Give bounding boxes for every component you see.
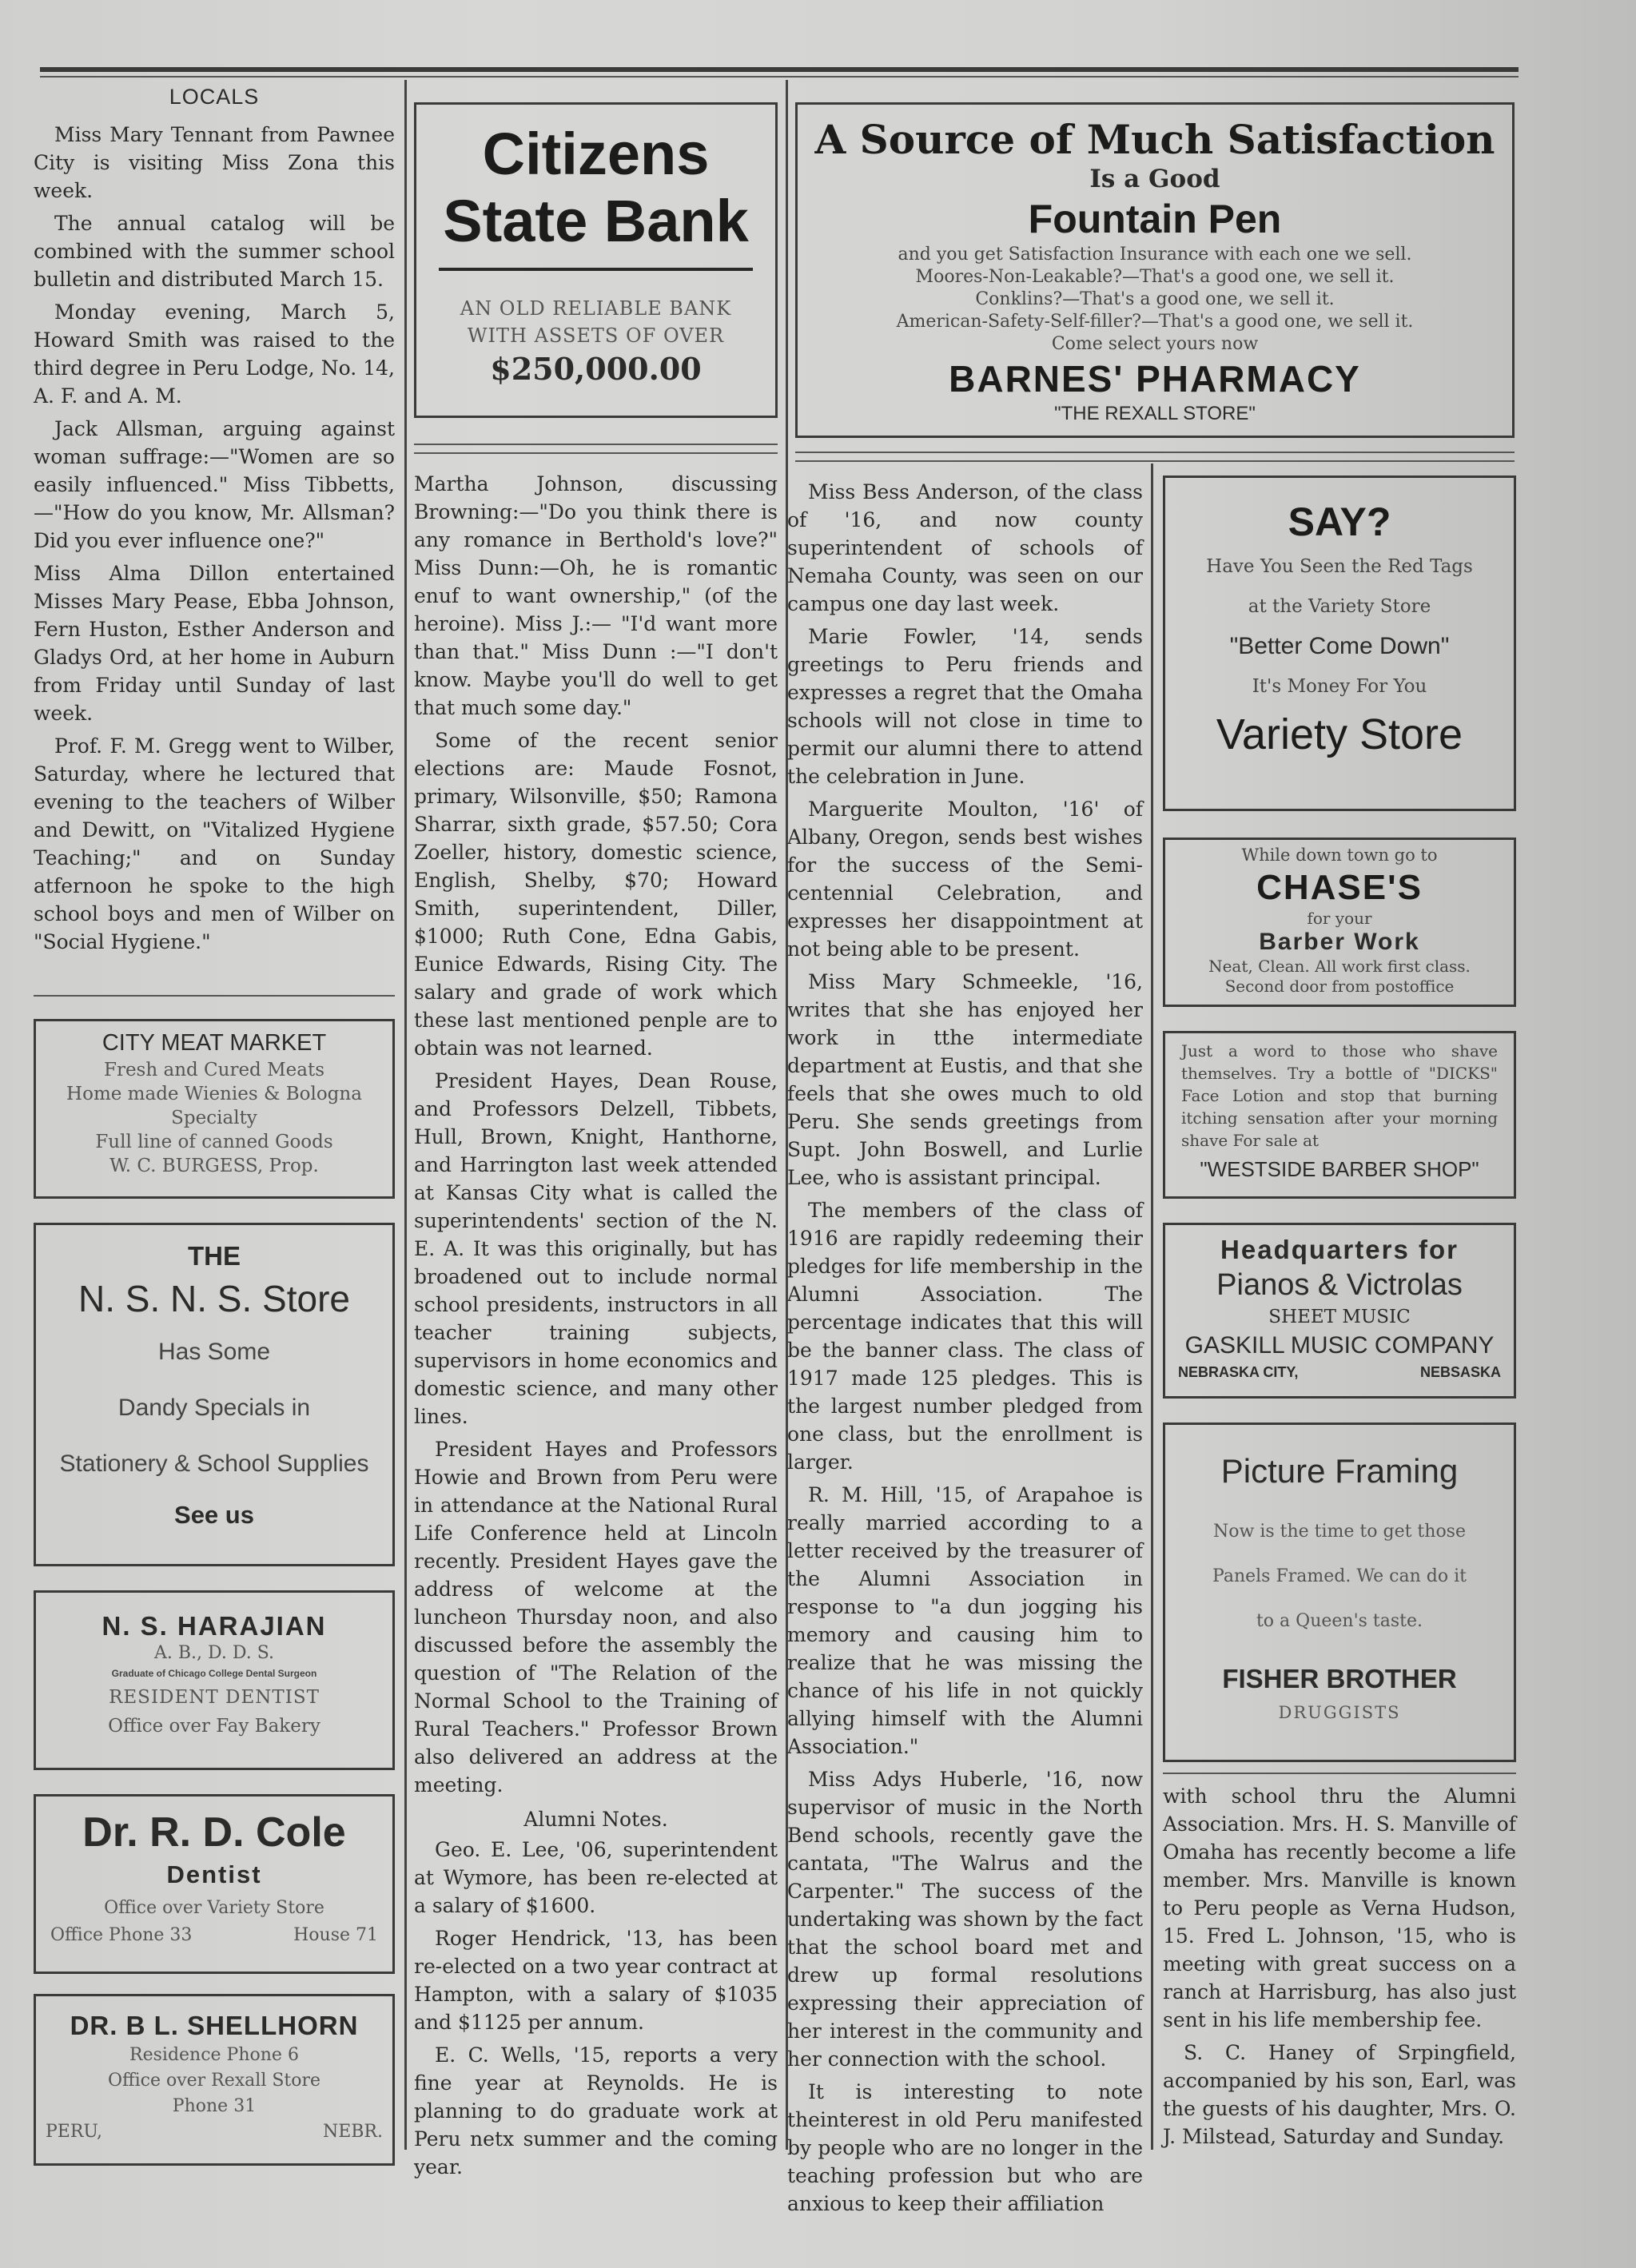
alumni-paragraph: Geo. E. Lee, '06, superintendent at Wymore, has been re-elected at a salary of $1600.	[414, 1838, 778, 1917]
pen-line: Come select yours now	[1051, 334, 1259, 354]
divider	[1163, 1773, 1516, 1774]
variety-line: Have You Seen the Red Tags	[1206, 556, 1473, 577]
meat-market-title: CITY MEAT MARKET	[102, 1030, 327, 1056]
harajian-line: Office over Fay Bakery	[108, 1716, 320, 1737]
top-rule	[40, 67, 1519, 72]
locals-paragraph: Miss Alma Dillon entertained Misses Mary Pease, Ebba Johnson, Fern Huston, Esther Anderson and Gladys Ord, at her home in Auburn from Friday until Sunday of last week.	[34, 562, 395, 725]
framing-line: Now is the time to get those	[1213, 1522, 1466, 1542]
harajian-degrees: A. B., D. D. S.	[154, 1643, 274, 1663]
framing-line: Panels Framed. We can do it	[1212, 1566, 1467, 1586]
variety-line: It's Money For You	[1252, 676, 1427, 697]
gaskill-headquarters: Headquarters for	[1220, 1235, 1459, 1264]
news-paragraph: Martha Johnson, discussing Browning:—"Do you think there is any romance in Berthold's love?" Miss Dunn:—Oh, he is romantic enuf to want ownership," (of the heroine). Miss J.:— "I'd want more than that." Miss Dunn :—"I don't know. Maybe you'll do well to get that much some day."	[414, 472, 778, 719]
harajian-ad	[34, 1590, 395, 1770]
meat-market-line: Full line of canned Goods	[95, 1132, 333, 1152]
shellhorn-line: Residence Phone 6	[129, 2045, 299, 2065]
shellhorn-ad	[34, 1994, 395, 2166]
meat-market-line: Home made Wienies & Bologna	[66, 1084, 362, 1104]
shellhorn-city: PERU,	[46, 2122, 102, 2142]
news-paragraph: R. M. Hill, '15, of Arapahoe is really married according to a letter received by the treasurer of the Alumni Association in response to "a dun jogging his memory and causing him to realize that he was missing the chance of his life in not quickly allying himself with the Alumni Association."	[787, 1483, 1143, 1758]
locals-column	[34, 78, 395, 961]
alumni-notes-heading: Alumni Notes.	[523, 1808, 668, 1831]
barnes-pharmacy-ad	[795, 102, 1515, 438]
news-paragraph: The members of the class of 1916 are rapidly redeeming their pledges for life membership in the Alumni Association. The percentage indicates that this will be the banner class. The class of 1917 made 125 pledges. This is the largest number pledged from one class, but the enrollment is larger.	[787, 1199, 1143, 1474]
news-column-3	[787, 478, 1143, 2222]
nsns-the: THE	[188, 1241, 241, 1271]
pharmacy-tagline: "THE REXALL STORE"	[1054, 403, 1256, 424]
news-paragraph: Marie Fowler, '14, sends greetings to Peru friends and expresses a regret that the Omaha schools will not close in time to permit our alumni there to attend the celebration in June.	[787, 625, 1143, 788]
locals-paragraph: Prof. F. M. Gregg went to Wilber, Saturday, where he lectured that evening to the teachers of Wilber and Dewitt, on "Vitalized Hygiene Teaching;" and on Sunday atfernoon he spoke to the high school boys and men of Wilber on "Social Hygiene."	[34, 734, 395, 953]
bank-sub: WITH ASSETS OF OVER	[467, 324, 725, 347]
meat-market-line: Fresh and Cured Meats	[103, 1060, 325, 1080]
gaskill-state: NEBSASKA	[1419, 1364, 1501, 1380]
bank-rule	[439, 268, 753, 271]
chase-name: CHASE'S	[1256, 868, 1423, 907]
news-paragraph: Some of the recent senior elections are: Maude Fosnot, primary, Wilsonville, $50; Ramona Sharrar, sixth grade, $57.50; Cora Zoeller, history, domestic science, English, Shelby, $70; Howard Smith, superintendent, Diller, $1000; Ruth Cone, Edna Gabis, Eunice Edwards, Rising City. The salary and grade of work which these last mentioned penple are to obtain was not learned.	[414, 729, 778, 1060]
shellhorn-name: DR. B L. SHELLHORN	[70, 2011, 359, 2040]
picture-framing-ad	[1163, 1422, 1516, 1762]
variety-say: SAY?	[1288, 499, 1391, 544]
chase-work: Barber Work	[1259, 929, 1420, 955]
framing-line: to a Queen's taste.	[1256, 1611, 1423, 1631]
locals-paragraph: The annual catalog will be combined with the summer school bulletin and distributed March 15.	[34, 212, 395, 291]
bank-name-line2: State Bank	[443, 188, 749, 254]
cole-house-phone: House 71	[293, 1925, 378, 1945]
gaskill-city: NEBRASKA CITY,	[1178, 1364, 1299, 1380]
pen-title: A Source of Much Satisfaction	[814, 116, 1495, 163]
gaskill-pianos: Pianos & Victrolas	[1216, 1268, 1463, 1302]
shellhorn-line: Office over Rexall Store	[107, 2071, 321, 2091]
westside-text: Just a word to those who shave themselves. Try a bottle of "DICKS" Face Lotion and stop that burning itching sensation after your morning shave For sale at	[1181, 1041, 1498, 1150]
chase-barber-ad	[1163, 838, 1516, 1007]
variety-store-ad	[1163, 475, 1516, 811]
nsns-line: Dandy Specials in	[117, 1395, 311, 1421]
column-rule-3	[1151, 464, 1153, 2150]
alumni-paragraph: E. C. Wells, '15, reports a very fine year at Reynolds. He is planning to do graduate work at Peru netx summer and the coming year.	[414, 2043, 778, 2178]
divider	[795, 460, 1515, 462]
meat-market-line: Specialty	[171, 1108, 257, 1128]
pharmacy-name: BARNES' PHARMACY	[949, 358, 1361, 400]
nsns-line: Stationery & School Supplies	[59, 1450, 369, 1477]
westside-barber-ad	[1163, 1031, 1516, 1199]
divider	[34, 995, 395, 997]
chase-line: Second door from postoffice	[1224, 977, 1455, 996]
alumni-paragraph: Roger Hendrick, '13, has been re-elected on a two year contract at Hampton, with a salary of $1035 and $1125 per annum.	[414, 1927, 778, 2034]
pen-fountain: Fountain Pen	[1028, 197, 1282, 241]
meat-market-ad	[34, 1019, 395, 1199]
news-paragraph: Miss Adys Huberle, '16, now supervisor of music in the North Bend schools, recently gave the cantata, "The Walrus and the Carpenter." The success of the undertaking was shown by the fact that the school board met and drew up formal resolutions expressing their appreciation of her interest in the community and her connection with the school.	[787, 1768, 1143, 2071]
meat-market-proprietor: W. C. BURGESS, Prop.	[109, 1156, 319, 1176]
top-rule-thin	[40, 76, 1519, 78]
cole-name: Dr. R. D. Cole	[82, 1809, 346, 1856]
nsns-see-us: See us	[174, 1501, 254, 1529]
framing-name: FISHER BROTHER	[1222, 1664, 1457, 1693]
pen-is-a-good: Is a Good	[1089, 165, 1220, 193]
news-paragraph: Miss Bess Anderson, of the class of '16, and now county superintendent of schools of Nemaha County, was seen on our campus one day last week.	[787, 480, 1143, 615]
locals-paragraph: Miss Mary Tennant from Pawnee City is visiting Miss Zona this week.	[34, 123, 395, 202]
bank-amount: $250,000.00	[490, 351, 702, 387]
chase-intro: While down town go to	[1241, 846, 1438, 865]
variety-line: "Better Come Down"	[1229, 633, 1450, 659]
citizens-bank-ad	[414, 102, 778, 418]
harajian-graduate: Graduate of Chicago College Dental Surgeon	[111, 1668, 317, 1679]
framing-sub: DRUGGISTS	[1278, 1703, 1401, 1722]
news-paragraph: It is interesting to note theinterest in old Peru manifested by people who are no longer in the teaching profession but who are anxious to keep their affiliation	[787, 2080, 1143, 2215]
news-paragraph: S. C. Haney of Srpingfield, accompanied by his son, Earl, was the guests of his daughter, Mrs. O. J. Milstead, Saturday and Sunday.	[1163, 2041, 1516, 2148]
pen-line: Moores-Non-Leakable?—That's a good one, we sell it.	[915, 267, 1395, 287]
chase-line: Neat, Clean. All work first class.	[1208, 957, 1471, 976]
harajian-name: N. S. HARAJIAN	[102, 1611, 327, 1641]
divider	[795, 452, 1515, 453]
gaskill-music-ad	[1163, 1223, 1516, 1399]
harajian-line: RESIDENT DENTIST	[109, 1687, 320, 1708]
locals-paragraph: Jack Allsman, arguing against woman suffrage:—"Women are so easily influenced." Miss Tibbetts, —"How do you know, Mr. Allsman? Did you ever influence one?"	[34, 417, 395, 552]
chase-for: for your	[1307, 909, 1372, 928]
news-paragraph: President Hayes, Dean Rouse, and Professors Delzell, Tibbets, Hull, Brown, Knight, Hanthorne, and Harrington last week attended at Kansas City what is called the superintendents' section of the N. E. A. It was this originally, but has broadened out to include normal school presidents, instructors in all teacher training subjects, supervisors in home economics and domestic science, and many other lines.	[414, 1069, 778, 1428]
cole-title: Dentist	[166, 1860, 262, 1888]
framing-title: Picture Framing	[1220, 1452, 1459, 1490]
variety-line: at the Variety Store	[1248, 596, 1431, 617]
column-rule-1	[404, 80, 407, 2150]
shellhorn-state: NEBR.	[322, 2122, 383, 2142]
news-paragraph: with school thru the Alumni Association. Mrs. H. S. Manville of Omaha has recently become a life member. Mrs. Manville is known to Peru people as Verna Hudson, 15. Fred L. Johnson, '15, who is meeting with great success on a ranch at Harrisburg, has also just sent in his life membership fee.	[1163, 1785, 1516, 2031]
gaskill-sheet: SHEET MUSIC	[1268, 1307, 1411, 1327]
nsns-line: Has Some	[157, 1339, 271, 1365]
news-paragraph: President Hayes and Professors Howie and Brown from Peru were in attendance at the National Rural Life Conference held at Lincoln recently. President Hayes gave the address of welcome at the luncheon Thursday noon, and also discussed before the assembly the question of "The Relation of the Normal School to the Training of Rural Teachers." Professor Brown also delivered an address at the meeting.	[414, 1438, 778, 1796]
cole-office-phone: Office Phone 33	[50, 1925, 193, 1945]
bank-sub: AN OLD RELIABLE BANK	[460, 297, 732, 320]
news-paragraph: Marguerite Moulton, '16' of Albany, Oregon, sends best wishes for the success of the Semi-centennial Celebration, and expresses her disappointment at not being able to be present.	[787, 798, 1143, 961]
pen-line: and you get Satisfaction Insurance with each one we sell.	[898, 245, 1412, 265]
nsns-name: N. S. N. S. Store	[78, 1278, 350, 1319]
locals-paragraph: Monday evening, March 5, Howard Smith was raised to the third degree in Peru Lodge, No. 14, A. F. and A. M.	[34, 300, 395, 408]
locals-heading: LOCALS	[169, 85, 260, 109]
gaskill-company: GASKILL MUSIC COMPANY	[1184, 1332, 1495, 1359]
westside-name: "WESTSIDE BARBER SHOP"	[1200, 1157, 1479, 1181]
divider	[414, 444, 778, 445]
pen-line: American-Safety-Self-filler?—That's a good one, we sell it.	[896, 312, 1414, 332]
shellhorn-line: Phone 31	[172, 2096, 257, 2116]
news-column-2	[414, 470, 778, 2186]
nsns-store-ad	[34, 1223, 395, 1566]
bank-name-line1: Citizens	[482, 121, 710, 187]
news-paragraph: Miss Mary Schmeekle, '16, writes that she has enjoyed her work in tthe intermediate department at Eustis, and that she feels that she owes much to old Peru. She sends greetings from Supt. John Boswell, and Lurlie Lee, who is assistant principal.	[787, 970, 1143, 1189]
cole-line: Office over Variety Store	[104, 1898, 324, 1918]
variety-name: Variety Store	[1216, 710, 1463, 758]
divider	[414, 452, 778, 454]
pen-line: Conklins?—That's a good one, we sell it.	[975, 289, 1335, 309]
news-column-4	[1163, 1782, 1516, 2155]
cole-ad	[34, 1794, 395, 1974]
